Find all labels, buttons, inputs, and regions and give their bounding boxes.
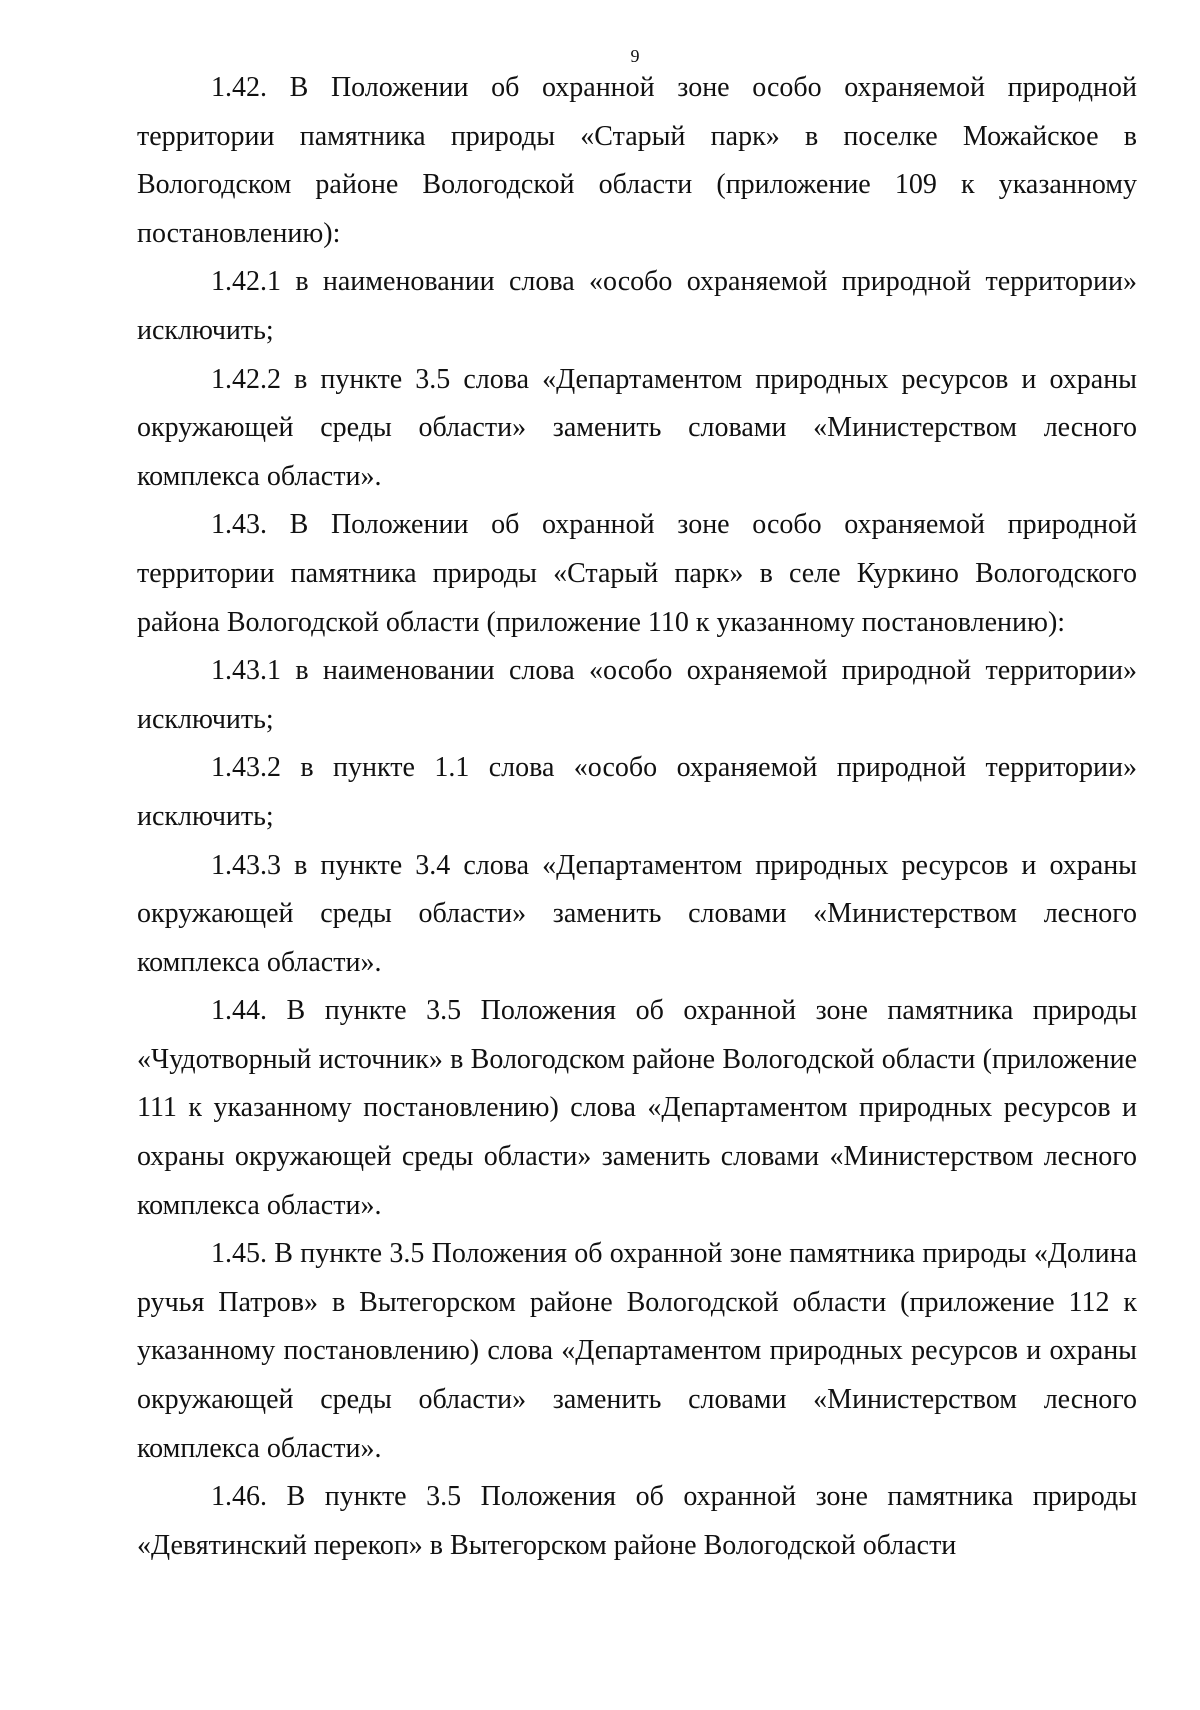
paragraph-1-42: 1.42. В Положении об охранной зоне особо охраняемой природной территории памятника природы «Старый парк» в поселке Можайское в Вологодском районе Вологодской области (приложение 109 к указанному постановлению):: [137, 72, 1137, 249]
paragraph-1-45: 1.45. В пункте 3.5 Положения об охранной зоне памятника природы «Долина ручья Патров» в Вытегорском районе Вологодской области (приложение 112 к указанному постановлению) слова «Департаментом природных ресурсов и охраны окружающей среды области» заменить словами «Министерством лесного комплекса области».: [137, 1238, 1137, 1464]
paragraph-1-43-3: 1.43.3 в пункте 3.4 слова «Департаментом природных ресурсов и охраны окружающей среды области» заменить словами «Министерством лесного комплекса области».: [137, 849, 1137, 978]
paragraph-1-43: 1.43. В Положении об охранной зоне особо охраняемой природной территории памятника природы «Старый парк» в селе Куркино Вологодского района Вологодской области (приложение 110 к указанному постановлению):: [137, 509, 1137, 638]
page-number: 9: [630, 46, 640, 66]
paragraph-1-42-1: 1.42.1 в наименовании слова «особо охраняемой природной территории» исключить;: [137, 266, 1137, 346]
paragraph-1-44: 1.44. В пункте 3.5 Положения об охранной зоне памятника природы «Чудотворный источник» в Вологодском районе Вологодской области (приложение 111 к указанному постановлению) слова «Департаментом природных ресурсов и охраны окружающей среды области» заменить словами «Министерством лесного комплекса области».: [137, 995, 1137, 1221]
paragraph-1-43-1: 1.43.1 в наименовании слова «особо охраняемой природной территории» исключить;: [137, 655, 1137, 735]
document-body: [137, 64, 1137, 1570]
paragraph-1-42-2: 1.42.2 в пункте 3.5 слова «Департаментом природных ресурсов и охраны окружающей среды области» заменить словами «Министерством лесного комплекса области».: [137, 363, 1137, 492]
paragraph-1-43-2: 1.43.2 в пункте 1.1 слова «особо охраняемой природной территории» исключить;: [137, 752, 1137, 832]
paragraph-1-46: 1.46. В пункте 3.5 Положения об охранной зоне памятника природы «Девятинский перекоп» в Вытегорском районе Вологодской области: [137, 1481, 1137, 1561]
